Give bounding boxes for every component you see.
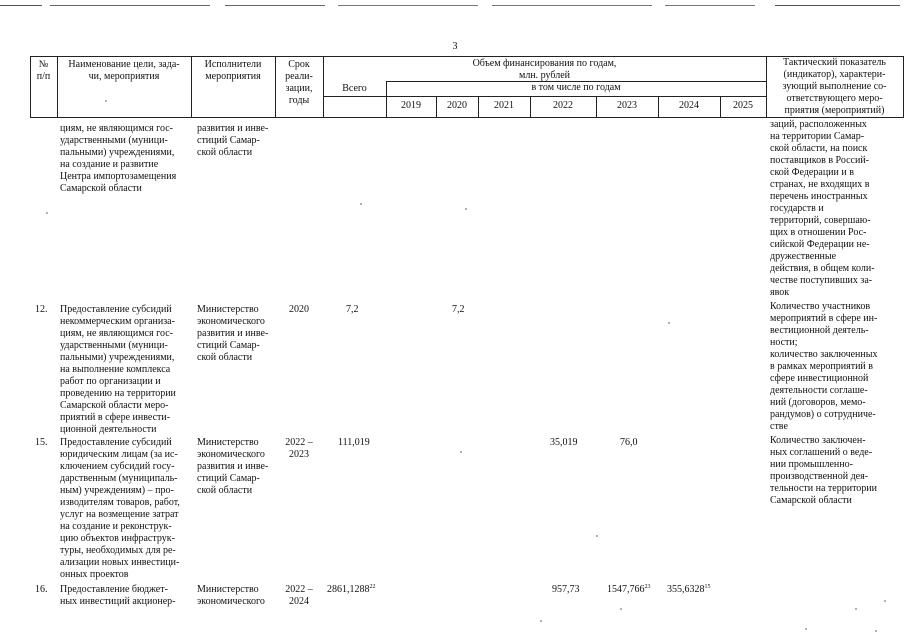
row-total: 7,2 [346, 304, 359, 315]
row-number: 16. [35, 584, 48, 595]
row-executor: Министерство экономического развития и инве- стиций Самар- ской области [197, 304, 269, 363]
page-number: 3 [452, 41, 458, 52]
header-executors: Исполнители мероприятия [204, 59, 262, 82]
row-indicator: Количество участников мероприятий в сфере ин- вестиционной деятель- ности; количество заключенных в рамках мероприятий в сфере инвестиционной деятельности соглаше- ний (договоров, мемо- рандумов) о сотрудниче- стве [770, 301, 878, 432]
footnote-ref: 23 [644, 584, 651, 590]
row-name: циям, не являющимся гос- ударственными (муници- пальными) учреждениями, на создание и развитие Центра импортозамещения Самарской области [60, 123, 177, 194]
row-value-2024: 355,6328$^{15}$ [667, 584, 711, 595]
row-term: 2022 – 2024 [285, 584, 313, 607]
header-indicator: Тактический показатель (индикатор), характери- зующий выполнение со- ответствующего меро- приятия (мероприятий) [782, 57, 887, 116]
footnote-ref: 22 [369, 584, 376, 590]
row-name: Предоставление субсидий юридическим лицам (за ис- ключением субсидий госу- дарственным (муниципаль- ным) учреждениям) – про- изводителям товаров, работ, услуг на возмещение затрат на создание и реконструк- цию объектов инфраструк- туры, необходимых для ре- ализации новых инвестици- онных проектов [60, 437, 180, 580]
row-name: Предоставление бюджет- ных инвестиций акционер- [60, 584, 176, 607]
header-total: Всего [342, 83, 367, 94]
row-term: 2020 [289, 304, 309, 315]
row-indicator: Количество заключен- ных соглашений о веде- нии промышленно- производственной дея- тельности на территории Самарской области [770, 435, 878, 506]
row-value-2023: 1547,766$^{23}$ [607, 584, 651, 595]
header-year-2022: 2022 [553, 100, 573, 111]
header-year-2025: 2025 [733, 100, 753, 111]
header-year-2019: 2019 [401, 100, 421, 111]
row-indicator: заций, расположенных на территории Самар- ской области, на поиск поставщиков в Россий- ской Федерации и в странах, не входящих в перечень иностранных государств и территорий, совершаю- щих в отношении Рос- сийской Федерации не- дружественные действия, в общем коли- честве поступивших за- явок [770, 119, 875, 298]
header-year-2023: 2023 [617, 100, 637, 111]
row-executor: Министерство экономического [197, 584, 265, 607]
header-num: № п/п [36, 59, 51, 82]
row-value-2022: 35,019 [550, 437, 578, 448]
header-funding: Объем финансирования по годам, млн. рублей [472, 58, 617, 81]
row-number: 12. [35, 304, 48, 315]
header-name: Наименование цели, зада- чи, мероприятия [68, 59, 180, 82]
header-term: Срок реали- зации, годы [285, 59, 313, 106]
row-name: Предоставление субсидий некоммерческим организа- циям, не являющимся гос- ударственными (муници- пальными) учреждениями, на выполнение комплекса работ по организации и проведению на территории Самарской области меро- приятий в сфере инвести- ционной деятельности [60, 304, 176, 435]
header-year-2021: 2021 [494, 100, 514, 111]
footnote-ref: 15 [704, 584, 711, 590]
header-year-2020: 2020 [447, 100, 467, 111]
row-value-2023: 76,0 [620, 437, 638, 448]
row-total: 2861,1288$^{22}$ [327, 584, 376, 595]
row-total: 111,019 [338, 437, 370, 448]
row-number: 15. [35, 437, 48, 448]
row-executor: Министерство экономического развития и инве- стиций Самар- ской области [197, 437, 269, 496]
row-term: 2022 – 2023 [285, 437, 313, 460]
header-year-2024: 2024 [679, 100, 699, 111]
row-value-2020: 7,2 [452, 304, 465, 315]
row-executor: развития и инве- стиций Самар- ской области [197, 123, 269, 158]
row-value-2022: 957,73 [552, 584, 580, 595]
header-incl: в том числе по годам [531, 82, 621, 93]
